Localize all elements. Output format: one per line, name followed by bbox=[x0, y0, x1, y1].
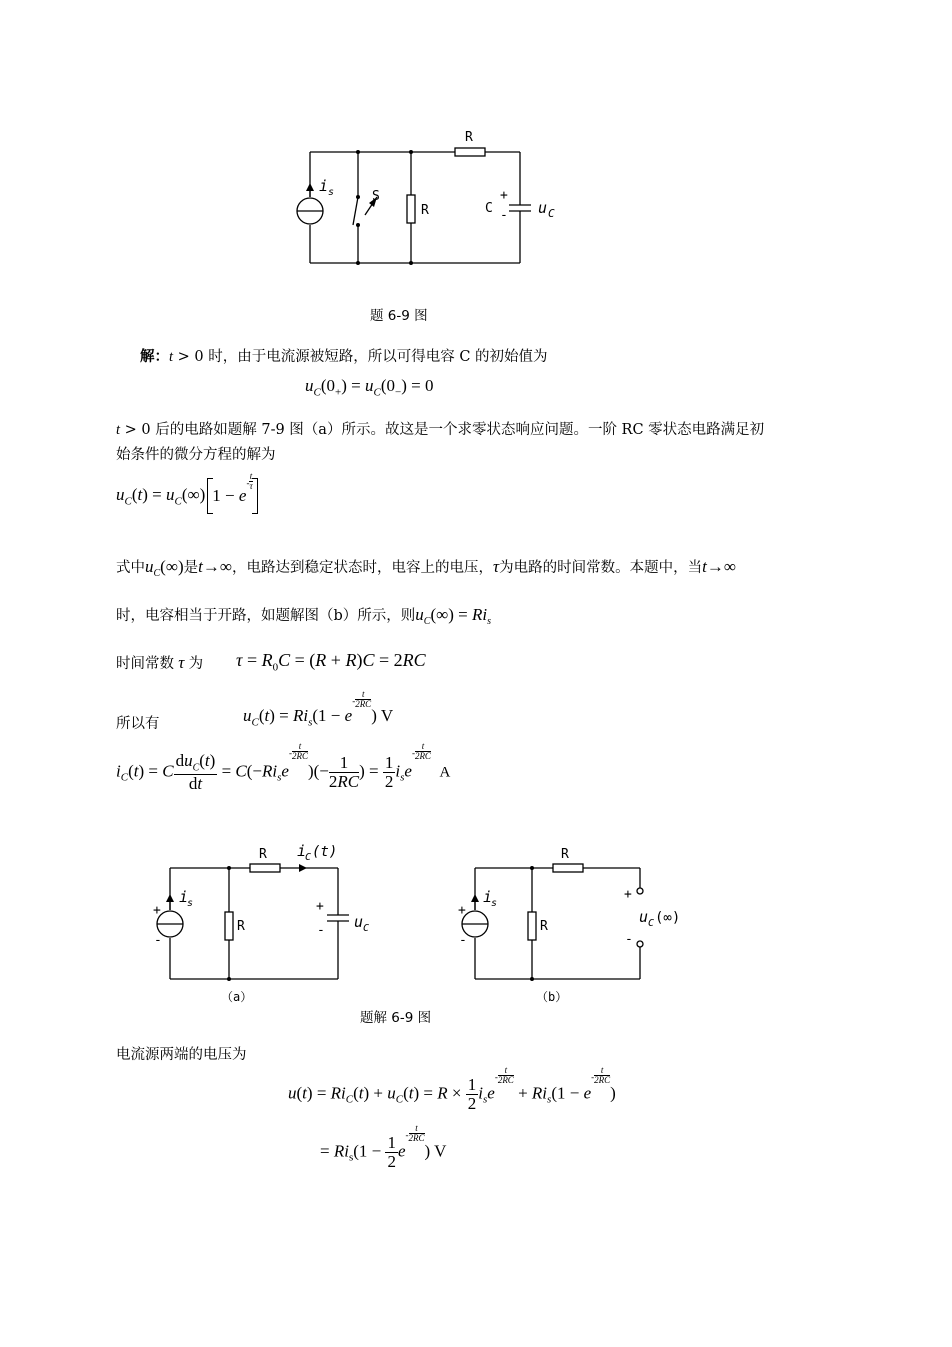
solution-therefore: 所以有 bbox=[116, 716, 160, 732]
svg-text:s: s bbox=[491, 898, 498, 909]
solution-head: 解： bbox=[140, 348, 169, 365]
svg-text:(t): (t) bbox=[312, 844, 338, 860]
solution-line2: t > 0 后的电路如题解 7-9 图（a）所示。故这是一个求零状态响应问题。一阶 RC 零状态电路满足初 bbox=[116, 422, 765, 438]
eq-initial-condition: $u_C(0_+) = u_C(0_-) = 0$ bbox=[305, 376, 434, 399]
label-r-top: R bbox=[465, 130, 473, 145]
resistor-top bbox=[455, 148, 485, 156]
svg-text:(∞): (∞) bbox=[655, 910, 681, 926]
svg-text:C: C bbox=[363, 923, 370, 934]
solution-line3: 始条件的微分方程的解为 bbox=[116, 447, 276, 463]
eq-tau: $\tau = R_0C = (R + R)C = 2RC$ bbox=[236, 650, 426, 674]
svg-text:u: u bbox=[639, 908, 649, 926]
svg-text:-: - bbox=[317, 923, 325, 938]
eq-u-t-final: = $Ri_s(1$ − $\frac{1}{2}$ e- $\frac{t}{2RC}$ ) V bbox=[320, 1123, 447, 1171]
label-plus: + bbox=[500, 188, 508, 203]
svg-text:-: - bbox=[154, 933, 162, 948]
svg-text:R: R bbox=[259, 847, 267, 862]
solution-line1 bbox=[140, 345, 548, 366]
label-s: S bbox=[372, 189, 380, 204]
solution-tau: 时间常数 τ 为 bbox=[116, 653, 204, 672]
svg-text:R: R bbox=[540, 919, 548, 934]
label-c: C bbox=[485, 201, 493, 216]
svg-text:i: i bbox=[297, 842, 307, 860]
svg-text:i: i bbox=[483, 888, 493, 906]
svg-text:（a）: （a） bbox=[221, 990, 253, 1004]
figure2-caption: 题解 6-9 图 bbox=[360, 1010, 432, 1026]
label-uc-sub: C bbox=[548, 207, 555, 220]
figure1-caption: 题 6-9 图 bbox=[370, 308, 428, 324]
svg-text:+: + bbox=[624, 887, 632, 902]
solution-line1-text: > 0 时，由于电流源被短路，所以可得电容 C 的初始值为 bbox=[173, 349, 548, 365]
svg-text:-: - bbox=[625, 932, 633, 947]
eq-ic-t: $i_C(t) = C$ $\frac{du_C(t)}{dt}$ = $C(-Ri_se-$ $\frac{t}{2RC}$ )(− $\frac{1}{2RC}$ ) = $\frac{1}{2}$ $i_se-$ $\frac{t}{2RC}$ A bbox=[116, 741, 451, 793]
circuit-figure-6-9 bbox=[295, 125, 595, 275]
svg-text:-: - bbox=[459, 933, 467, 948]
label-uc: u bbox=[538, 199, 548, 217]
svg-text:R: R bbox=[561, 847, 569, 862]
label-is-sub: s bbox=[328, 187, 335, 198]
eq-u-t: $u(t) = Ri_C(t) + u_C(t) = R$ × $\frac{1}{2}$ $i_se-$ $\frac{t}{2RC}$ + $Ri_s(1 - e-$ $\frac{t}{2RC}$ ) bbox=[288, 1065, 616, 1113]
svg-text:C: C bbox=[648, 918, 655, 929]
solution-open: 时，电容相当于开路，如题解图（b）所示，则$u_C(\infty) = Ri_s$ bbox=[116, 605, 491, 627]
var-t: t bbox=[169, 349, 174, 365]
label-minus: - bbox=[500, 208, 508, 223]
svg-text:+: + bbox=[458, 903, 466, 918]
eq-uc-t: $u_C(t) = Ri_s(1 - e-$ $\frac{t}{2RC}$ ) V bbox=[243, 689, 394, 729]
eq-zero-state: $u_C(t) = u_C(\infty)$ 1 − e- $\frac{t}{\tau}$ bbox=[116, 478, 258, 514]
svg-text:+: + bbox=[316, 899, 324, 914]
svg-text:i: i bbox=[179, 888, 189, 906]
svg-text:C: C bbox=[305, 852, 312, 863]
label-is: i bbox=[319, 177, 329, 195]
resistor-mid bbox=[407, 195, 415, 223]
solution-source-voltage: 电流源两端的电压为 bbox=[116, 1047, 247, 1063]
circuit-figure-b bbox=[450, 838, 700, 1008]
svg-text:s: s bbox=[187, 898, 194, 909]
circuit-figure-a bbox=[145, 838, 385, 1008]
svg-text:u: u bbox=[354, 913, 364, 931]
label-r-mid: R bbox=[421, 203, 429, 218]
svg-text:（b）: （b） bbox=[536, 990, 568, 1004]
solution-steady: 式中$u_C(\infty)$是t→∞，电路达到稳定状态时，电容上的电压，τ为电路的时间常数。本题中，当t→∞ bbox=[116, 557, 736, 579]
svg-text:R: R bbox=[237, 919, 245, 934]
svg-text:+: + bbox=[153, 903, 161, 918]
